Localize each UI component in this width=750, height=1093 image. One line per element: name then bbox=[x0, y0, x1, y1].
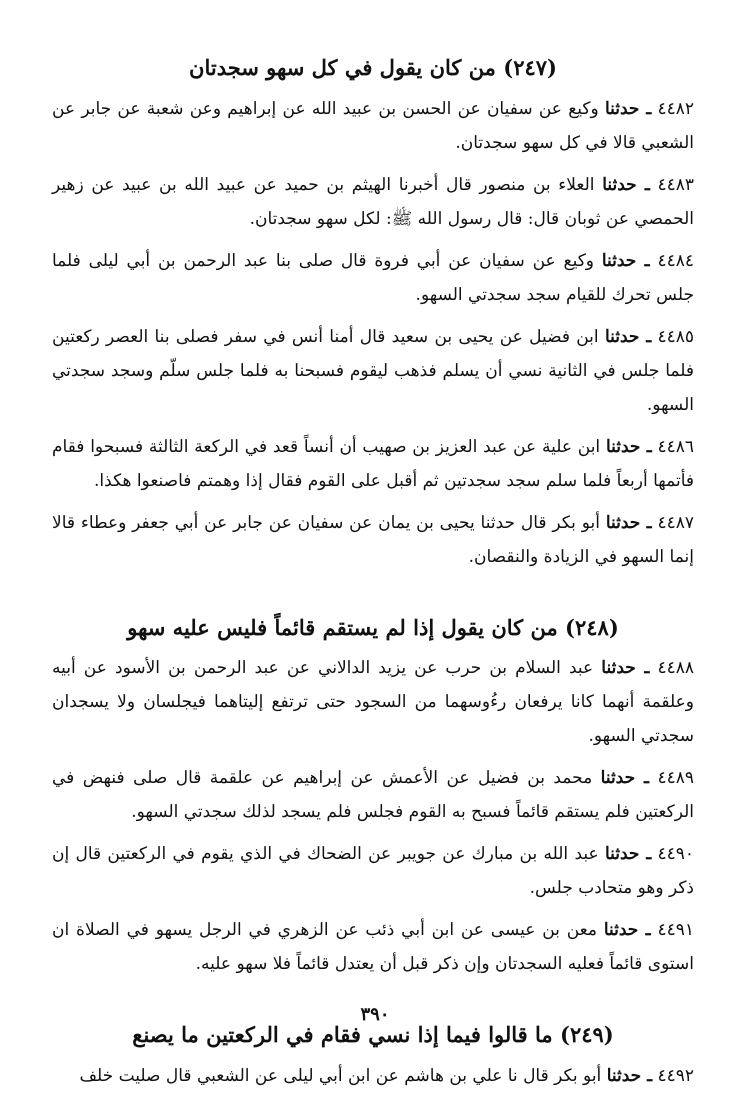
hadith-text: وكيع عن سفيان عن الحسن بن عبيد الله عن إبراهيم وعن شعبة عن جابر عن الشعبي قالا في كل سهو سجدتان. bbox=[52, 98, 694, 153]
hadith-intro: ـ حدثنا bbox=[606, 1065, 653, 1086]
hadith-text: وكيع عن سفيان عن أبي فروة قال صلى بنا عبد الرحمن بن أبي ليلى فلما جلس تحرك للقيام سجد سجدتي السهو. bbox=[52, 250, 694, 305]
hadith-intro: ـ حدثنا bbox=[605, 512, 652, 533]
hadith-intro: ـ حدثنا bbox=[604, 844, 652, 864]
hadith-intro: ـ حدثنا bbox=[603, 920, 651, 940]
hadith-text: عبد الله بن مبارك عن جويبر عن الضحاك في الذي يقوم في الركعتين قال إن ذكر وهو متحادب جلس. bbox=[52, 844, 694, 898]
hadith-text: معن بن عيسى عن ابن أبي ذئب عن الزهري في الرجل يسهو في الصلاة ان استوى قائماً فعليه السجدتان وإن ذكر قبل أن يعتدل قائماً فلا سهو عليه. bbox=[52, 920, 694, 974]
hadith-number: ٤٤٨٩ bbox=[657, 768, 695, 788]
hadith-number: ٤٤٨٧ bbox=[657, 512, 695, 533]
hadith-text: ابن فضيل عن يحيى بن سعيد قال أمنا أنس في سفر فصلى بنا العصر ركعتين فلما جلس في الثانية نسي أن يسلم فذهب ليقوم فسبحنا به فلما جلس سلّم وسجد سجدتي السهو. bbox=[52, 326, 694, 415]
hadith-intro: ـ حدثنا bbox=[602, 174, 650, 195]
hadith-4485 bbox=[52, 320, 694, 422]
section-heading-249: (٢٤٩) ما قالوا فيما إذا نسي فقام في الركعتين ما يصنع bbox=[132, 1022, 614, 1047]
hadith-number: ٤٤٨٢ bbox=[657, 98, 695, 119]
section-spacer bbox=[52, 582, 694, 612]
hadith-text: محمد بن فضيل عن الأعمش عن إبراهيم عن علقمة قال صلى فنهض في الركعتين فلم يستقم قائماً فسبح به القوم فجلس فلم يسجد لذلك سجدتي السهو. bbox=[52, 768, 694, 822]
hadith-intro: ـ حدثنا bbox=[605, 436, 652, 457]
hadith-4483 bbox=[52, 168, 694, 236]
hadith-intro: ـ حدثنا bbox=[600, 768, 650, 788]
hadith-text: أبو بكر قال حدثنا يحيى بن يمان عن سفيان عن جابر عن أبي جعفر وعطاء قالا إنما السهو في الزيادة والنقصان. bbox=[52, 512, 694, 567]
hadith-4490 bbox=[52, 837, 694, 905]
hadith-text: عبد السلام بن حرب عن يزيد الدالاني عن عبد الرحمن بن الأسود عن أبيه وعلقمة أنهما كانا يرفعان رءُوسهما من السجود حتى ترتفع إليتاهما فيجلسان ولا يسجدان سجدتي السهو. bbox=[52, 658, 694, 746]
hadith-4486 bbox=[52, 430, 694, 498]
hadith-text: أبو بكر قال نا علي بن هاشم عن ابن أبي ليلى عن الشعبي قال صليت خلف bbox=[79, 1065, 602, 1086]
hadith-4487 bbox=[52, 506, 694, 574]
hadith-intro: ـ حدثنا bbox=[604, 98, 652, 119]
hadith-number: ٤٤٩٢ bbox=[657, 1065, 694, 1086]
hadith-number: ٤٤٩١ bbox=[657, 920, 695, 940]
section-heading-248: (٢٤٨) من كان يقول إذا لم يستقم قائماً فليس عليه سهو bbox=[127, 614, 619, 640]
hadith-number: ٤٤٨٣ bbox=[657, 174, 695, 195]
hadith-number: ٤٤٨٨ bbox=[657, 658, 695, 678]
hadith-text: العلاء بن منصور قال أخبرنا الهيثم بن حميد عن عبيد الله بن عبيد عن زهير الحمصي عن ثوبان قال: قال رسول الله ﷺ: لكل سهو سجدتان. bbox=[52, 174, 694, 229]
hadith-4492 bbox=[52, 1059, 694, 1093]
hadith-4491 bbox=[52, 913, 694, 981]
hadith-number: ٤٤٨٦ bbox=[657, 436, 695, 457]
hadith-number: ٤٤٨٥ bbox=[657, 326, 695, 347]
hadith-4488 bbox=[52, 651, 694, 753]
hadith-4484 bbox=[52, 244, 694, 312]
hadith-intro: ـ حدثنا bbox=[601, 658, 650, 678]
hadith-intro: ـ حدثنا bbox=[604, 326, 652, 347]
page-number: ٣٩٠ bbox=[360, 1004, 390, 1025]
hadith-intro: ـ حدثنا bbox=[601, 250, 650, 271]
hadith-number: ٤٤٩٠ bbox=[657, 844, 695, 864]
hadith-text: ابن علية عن عبد العزيز بن صهيب أن أنساً قعد في الركعة الثالثة فسبحوا فقام فأتمها أربعاً فلما سلم سجد سجدتين ثم أقبل على القوم فقال إذا وهمتم فاصنعوا هكذا. bbox=[52, 436, 694, 491]
hadith-number: ٤٤٨٤ bbox=[657, 250, 695, 271]
hadith-4482 bbox=[52, 92, 694, 160]
section-heading-247: (٢٤٧) من كان يقول في كل سهو سجدتان bbox=[189, 55, 557, 80]
hadith-4489 bbox=[52, 761, 694, 829]
